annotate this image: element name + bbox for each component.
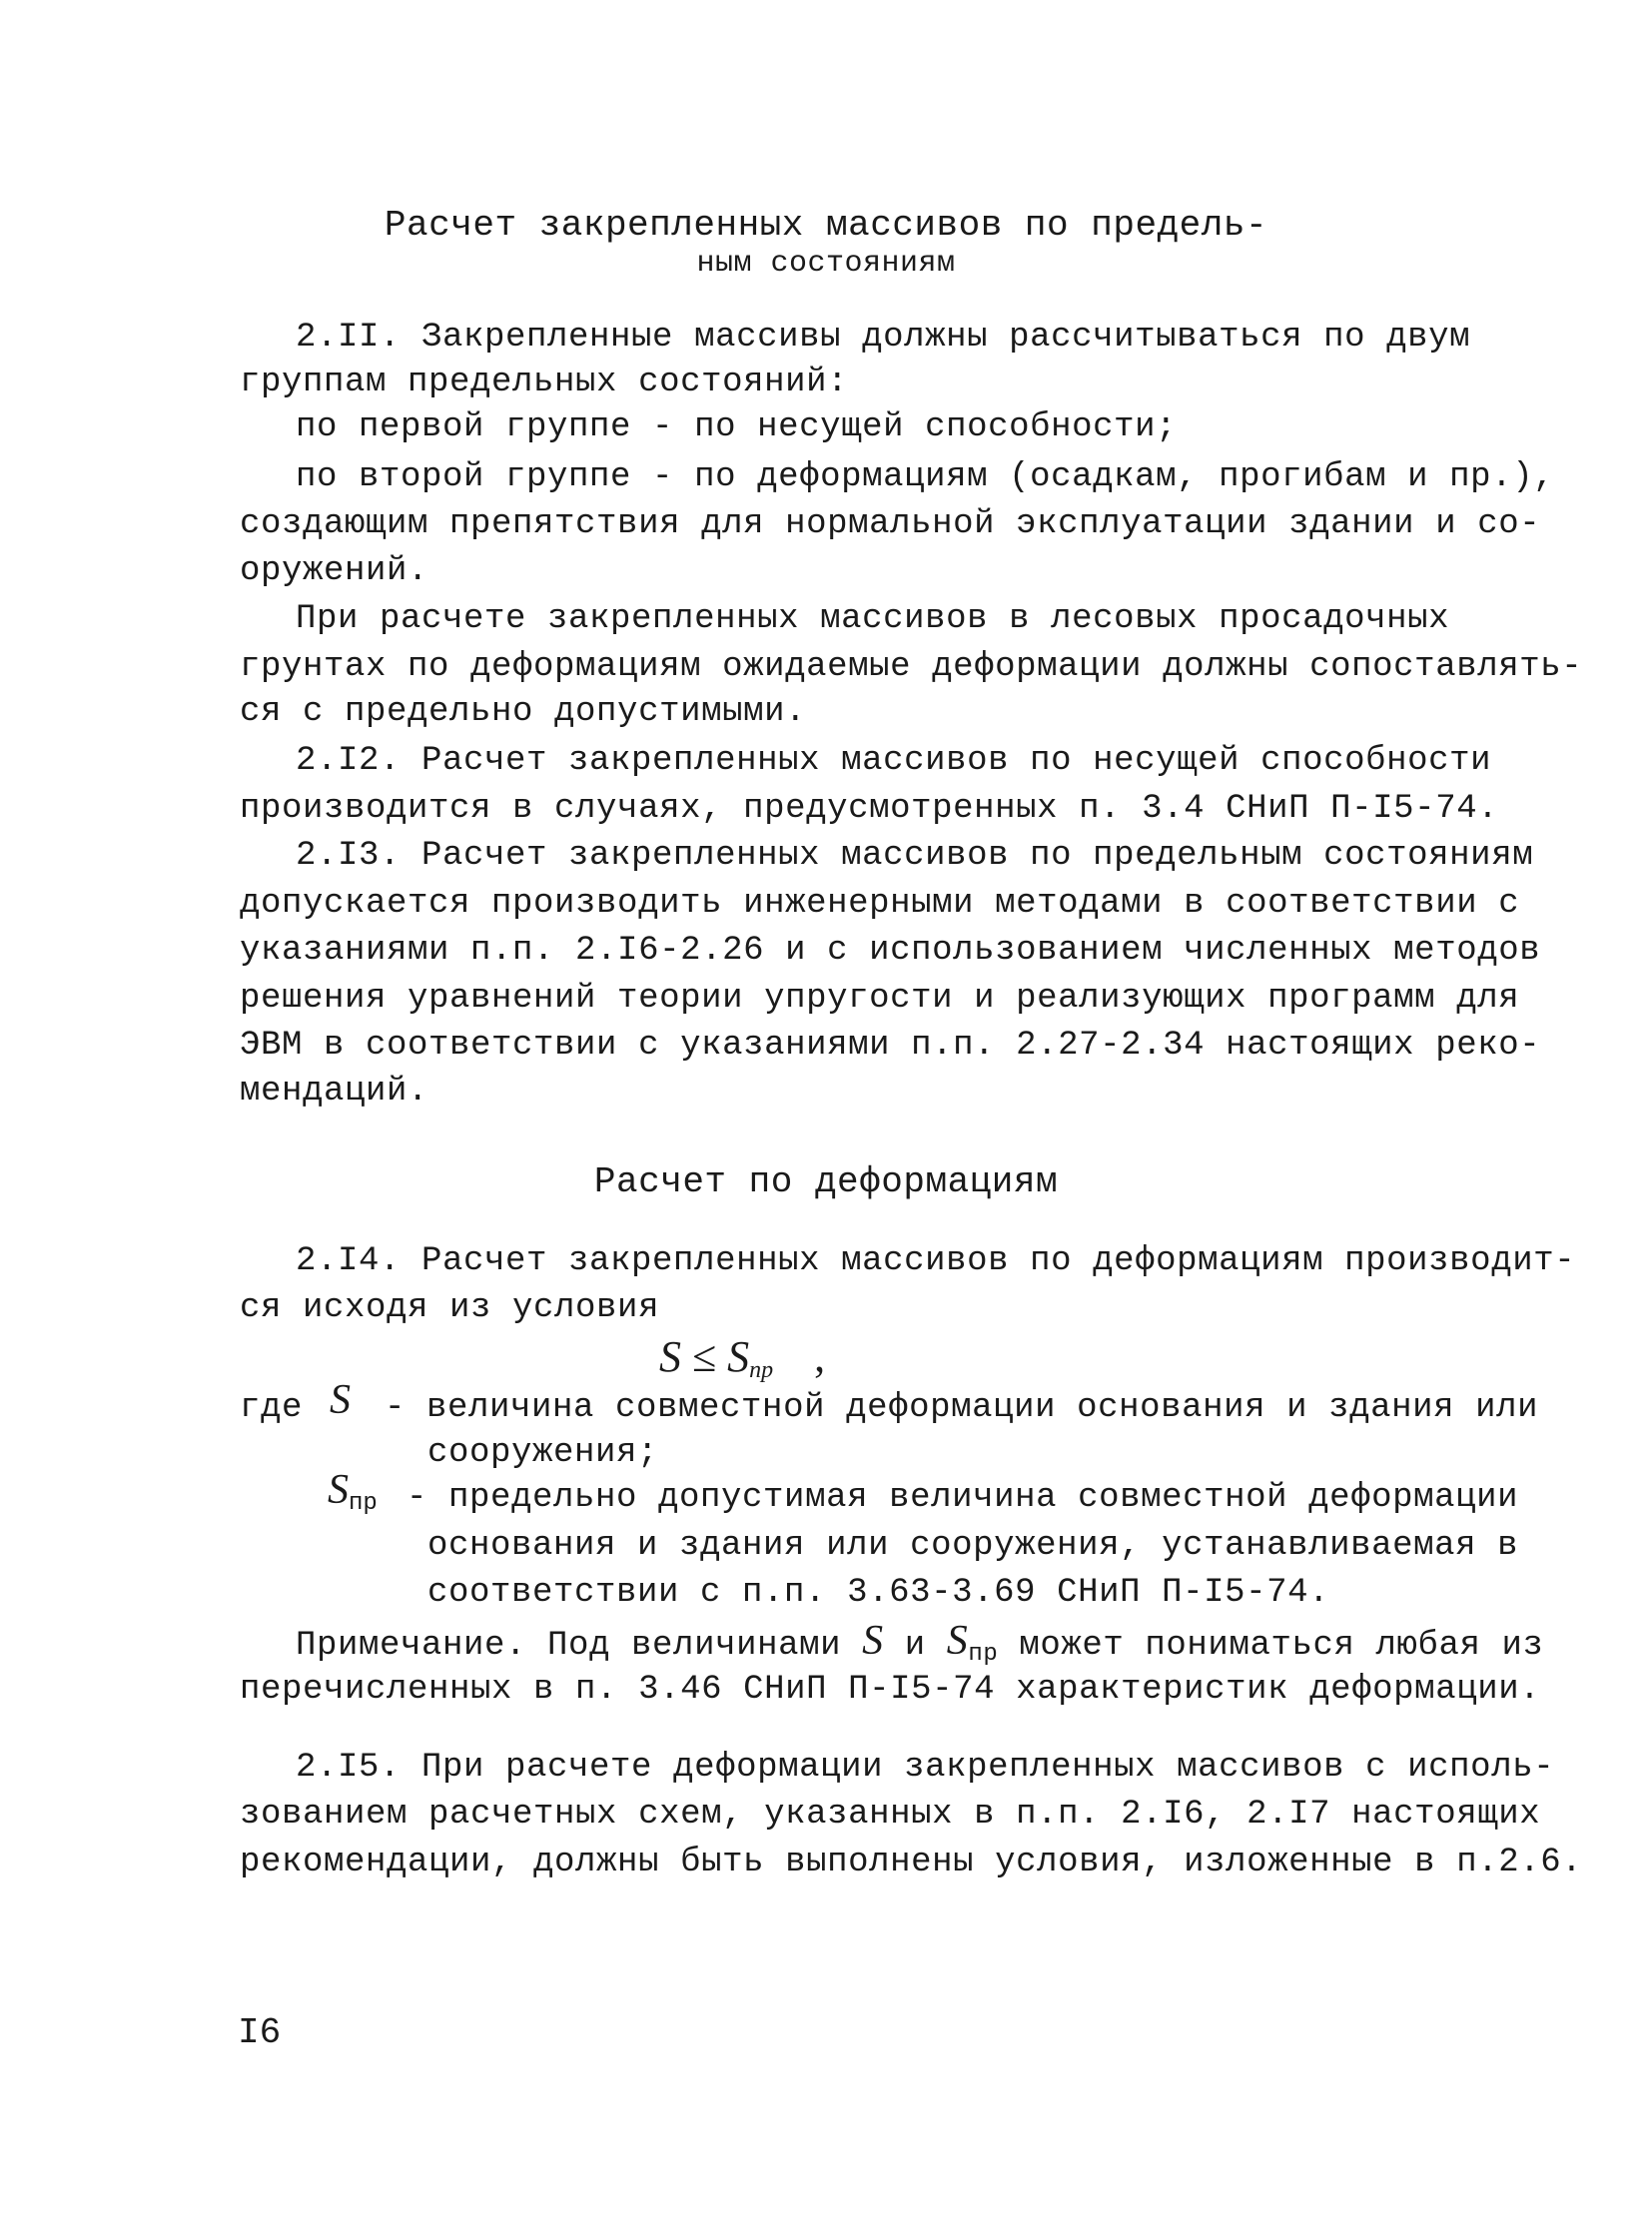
symbol-s-pr-subscript: пр <box>349 1490 378 1517</box>
formula-s: S <box>659 1332 681 1381</box>
note-line <box>296 1618 1544 1675</box>
paragraph-line: по второй группе - по деформациям (осадкам, прогибам и пр.), <box>296 458 1555 496</box>
note-line: перечисленных в п. 3.46 СНиП П-I5-74 характеристик деформации. <box>240 1671 1541 1709</box>
condition-formula <box>659 1331 825 1384</box>
paragraph-line: решения уравнений теории упругости и реализующих программ для <box>240 980 1520 1018</box>
formula-s-pr: S <box>727 1332 750 1381</box>
note-and: и <box>904 1627 926 1665</box>
paragraph-line: 2.II. Закрепленные массивы должны рассчитываться по двум <box>296 319 1471 357</box>
paragraph-line: группам предельных состояний: <box>240 364 849 401</box>
where-label: где <box>240 1389 304 1427</box>
formula-leq: ≤ <box>681 1332 728 1381</box>
paragraph-line: производится в случаях, предусмотренных п. 3.4 СНиП П-I5-74. <box>240 790 1499 828</box>
paragraph-line: ЭВМ в соответствии с указаниями п.п. 2.27-2.34 настоящих реко- <box>240 1027 1541 1065</box>
symbol-s <box>330 1376 351 1424</box>
paragraph-line: зованием расчетных схем, указанных в п.п. 2.I6, 2.I7 настоящих <box>240 1796 1541 1834</box>
paragraph-line: 2.I4. Расчет закрепленных массивов по деформациям производит- <box>296 1242 1576 1280</box>
paragraph-line: ся исходя из условия <box>240 1289 660 1327</box>
note-text-a: Примечание. Под величинами <box>296 1627 842 1665</box>
formula-subscript: пр <box>749 1357 774 1383</box>
paragraph-line: по первой группе - по несущей способности; <box>296 408 1178 446</box>
note-symbol-s-pr-subscript: пр <box>968 1641 999 1668</box>
paragraph-line: допускается производить инженерными методами в соответствии с <box>240 885 1520 923</box>
definition-line: - предельно допустимая величина совместной деформации <box>407 1479 1519 1517</box>
paragraph-line: создающим препятствия для нормальной эксплуатации здании и со- <box>240 505 1541 543</box>
paragraph-line: 2.I2. Расчет закрепленных массивов по несущей способности <box>296 742 1492 780</box>
paragraph-line: ся с предельно допустимыми. <box>240 693 807 731</box>
formula-comma: , <box>814 1332 826 1381</box>
paragraph-line: грунтах по деформациям ожидаемые деформации должны сопоставлять- <box>240 648 1583 686</box>
note-symbol-s-pr: S <box>946 1618 969 1664</box>
paragraph-line: 2.I3. Расчет закрепленных массивов по предельным состояниям <box>296 837 1534 875</box>
paragraph-line: рекомендации, должны быть выполнены условия, изложенные в п.2.6. <box>240 1844 1583 1881</box>
definition-line: соответствии с п.п. 3.63-3.69 СНиП П-I5-74. <box>427 1574 1330 1612</box>
symbol-s-pr-letter: S <box>328 1467 349 1513</box>
section-heading-1-cont: ным состояниям <box>696 247 956 281</box>
symbol-s-pr <box>328 1466 378 1517</box>
page-number: I6 <box>238 2012 282 2053</box>
paragraph-line: При расчете закрепленных массивов в лесовых просадочных <box>296 600 1450 638</box>
section-heading-1: Расчет закрепленных массивов по предель- <box>384 205 1268 246</box>
section-heading-2: Расчет по деформациям <box>593 1161 1059 1202</box>
paragraph-line: указаниями п.п. 2.I6-2.26 и с использованием численных методов <box>240 932 1541 970</box>
paragraph-line: оружений. <box>240 552 429 590</box>
definition-line: сооружения; <box>427 1434 659 1472</box>
paragraph-line: 2.I5. При расчете деформации закрепленных массивов с исполь- <box>296 1749 1555 1787</box>
paragraph-line: мендаций. <box>240 1073 429 1111</box>
note-text-b: может пониматься любая из <box>1019 1627 1544 1665</box>
definition-line: основания и здания или сооружения, устанавливаемая в <box>427 1527 1519 1565</box>
definition-line: - величина совместной деформации основания и здания или <box>385 1389 1539 1427</box>
note-symbol-s: S <box>862 1618 884 1664</box>
symbol-s-letter: S <box>330 1377 351 1423</box>
